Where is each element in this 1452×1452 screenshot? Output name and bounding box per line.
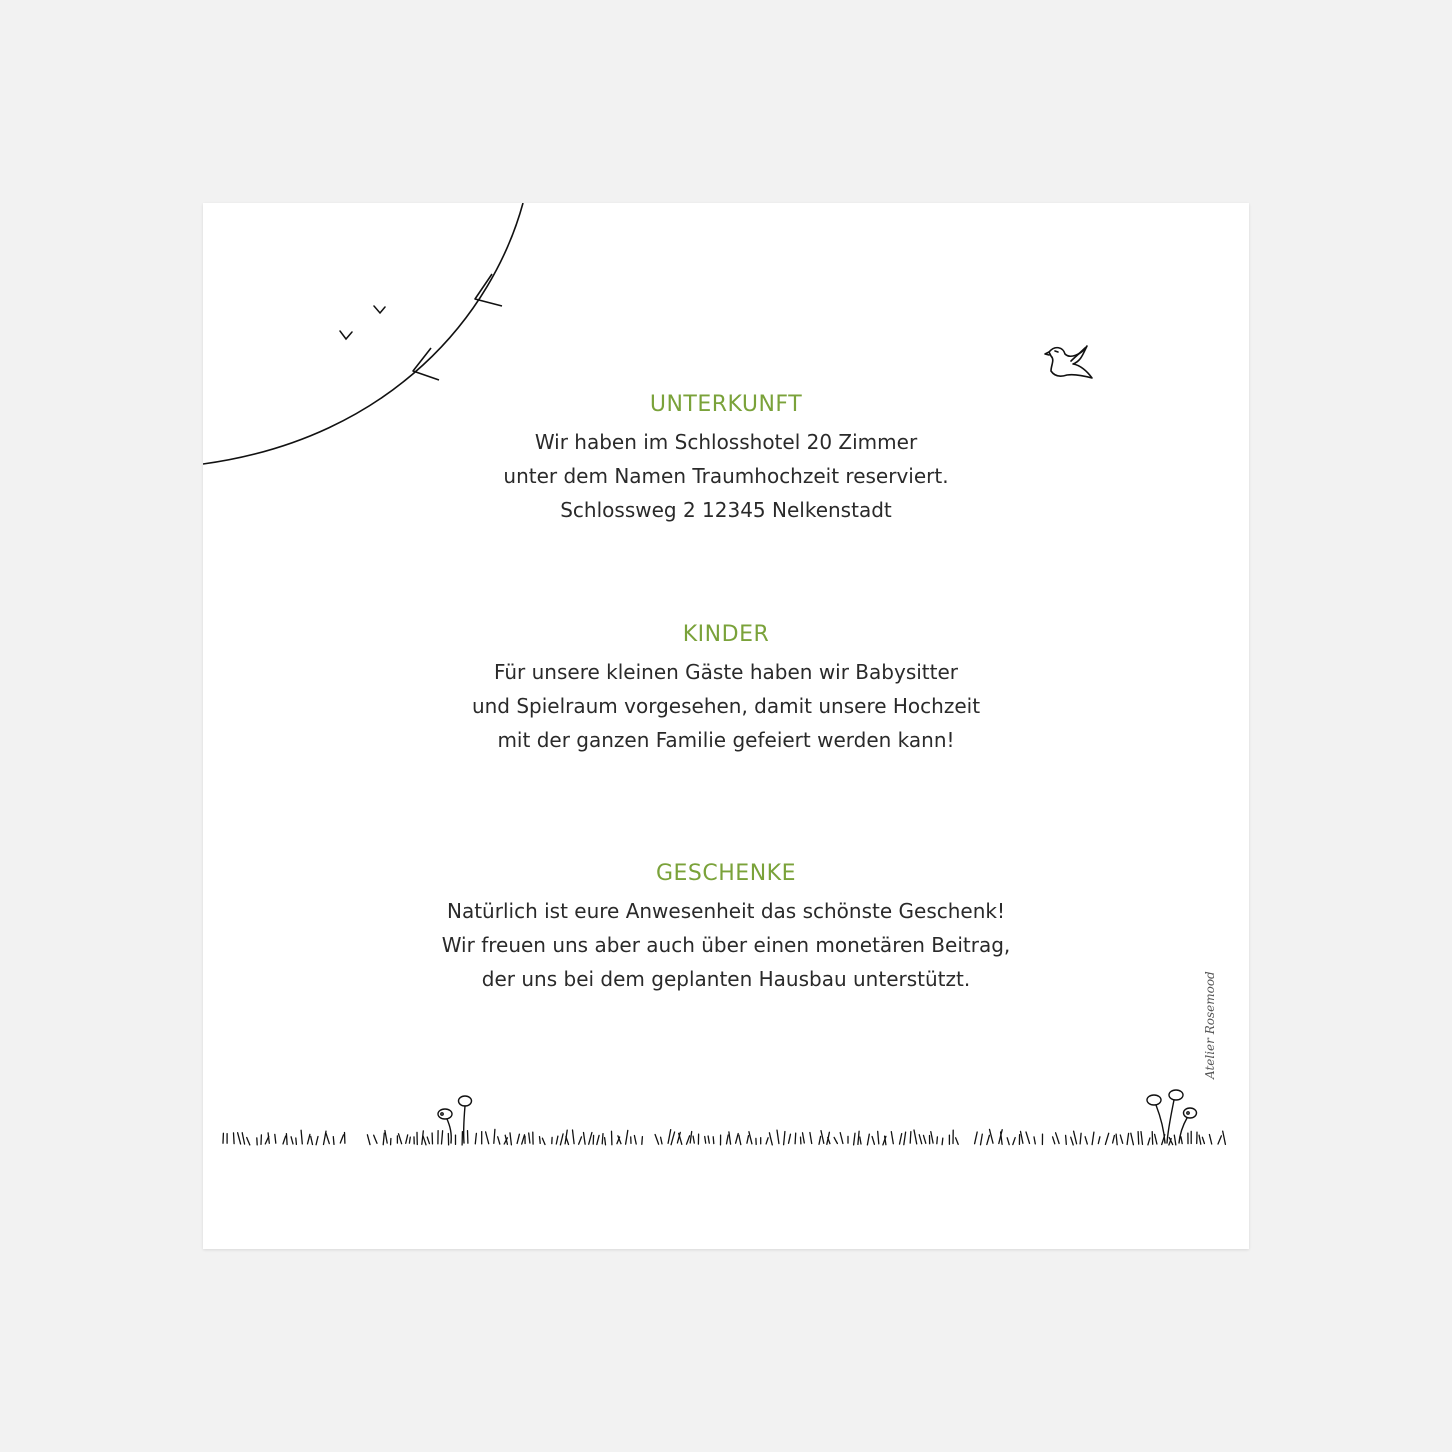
- grass-blade: [374, 1135, 377, 1143]
- grass-blade: [442, 1131, 443, 1144]
- grass-blade: [687, 1136, 690, 1144]
- grass-blade: [234, 1133, 235, 1144]
- grass-blade: [573, 1130, 575, 1144]
- flower-icon: [438, 1096, 472, 1143]
- grass-blade: [867, 1134, 869, 1145]
- grass-blade: [1026, 1132, 1030, 1143]
- grass-blade: [834, 1137, 837, 1143]
- grass-blade: [265, 1137, 268, 1144]
- grass-blade: [769, 1133, 772, 1145]
- grass-blade: [522, 1135, 525, 1144]
- grass-blade: [677, 1132, 680, 1143]
- grass-blade: [1223, 1131, 1226, 1144]
- grass-blade: [713, 1137, 714, 1144]
- section-text-line: Wir freuen uns aber auch über einen monetären Beitrag,: [441, 933, 1011, 957]
- grass-blade: [324, 1131, 327, 1144]
- grass-blade: [579, 1137, 582, 1144]
- grass-blade: [301, 1130, 302, 1144]
- grass-blade: [1021, 1131, 1023, 1143]
- section-text-line: unter dem Namen Traumhochzeit reserviert.: [503, 464, 949, 488]
- section-text-line: und Spielraum vorgesehen, damit unsere Hochzeit: [471, 694, 981, 718]
- grass-blade: [910, 1132, 911, 1144]
- grass-blade: [810, 1133, 812, 1144]
- grass-blade: [560, 1134, 563, 1145]
- grass-blade: [956, 1138, 959, 1145]
- grass-blade: [1053, 1137, 1055, 1144]
- grass-blade: [1056, 1133, 1060, 1144]
- grass-blade: [739, 1135, 741, 1144]
- grass-blade: [789, 1134, 791, 1143]
- section-text-line: mit der ganzen Familie gefeiert werden kann!: [497, 728, 955, 752]
- grass-blade: [803, 1133, 805, 1143]
- grass-blade: [1007, 1138, 1009, 1145]
- grass-blade: [1169, 1138, 1172, 1145]
- grass-blade: [729, 1132, 731, 1144]
- grass-blade: [981, 1134, 983, 1145]
- grass-blade: [900, 1134, 902, 1145]
- grass-blade: [1152, 1132, 1153, 1145]
- grass-blade: [1034, 1137, 1035, 1144]
- grass-blade: [854, 1133, 855, 1145]
- grass-blade: [1218, 1136, 1221, 1144]
- grass-blade: [1131, 1133, 1134, 1145]
- grass-blade: [367, 1135, 370, 1145]
- grass-blade: [1116, 1134, 1117, 1145]
- grass-blade: [268, 1133, 269, 1143]
- grass-blade: [642, 1137, 643, 1145]
- grass-blade: [919, 1135, 922, 1144]
- grass-blade: [693, 1136, 694, 1143]
- grass-blade: [494, 1129, 495, 1143]
- grass-blade: [828, 1138, 830, 1144]
- grass-blade: [626, 1130, 628, 1144]
- grass-blade: [690, 1132, 692, 1144]
- grass-blade: [990, 1129, 994, 1143]
- grass-blade: [1138, 1132, 1139, 1144]
- grass-blade: [1066, 1135, 1067, 1144]
- grass-blade: [975, 1132, 978, 1144]
- section-text-line: Wir haben im Schlosshotel 20 Zimmer: [534, 430, 918, 454]
- flower-icon: [1147, 1090, 1197, 1143]
- grass-blade: [333, 1137, 334, 1145]
- grass-blade: [942, 1138, 943, 1145]
- section-text-line: Schlossweg 2 12345 Nelkenstadt: [560, 498, 892, 522]
- grass-blade: [914, 1130, 917, 1144]
- grass-blade: [661, 1137, 662, 1144]
- grass-blade: [1080, 1133, 1081, 1144]
- grass-blade: [584, 1133, 586, 1145]
- grass-blade: [1202, 1137, 1204, 1143]
- designer-credit: Atelier Rosemood: [1203, 971, 1217, 1079]
- grass-blade: [931, 1132, 933, 1144]
- section-text-line: Für unsere kleinen Gäste haben wir Babysitter: [493, 660, 959, 684]
- grass-blade: [385, 1131, 387, 1144]
- grass-blade: [566, 1137, 569, 1145]
- grass-blade: [565, 1130, 567, 1144]
- grass-blade: [1148, 1138, 1150, 1145]
- grass-blade: [1209, 1135, 1211, 1145]
- grass-blade: [1181, 1137, 1182, 1144]
- grass-blade: [291, 1137, 293, 1144]
- grass-blade: [924, 1135, 926, 1143]
- grass-blade: [498, 1137, 500, 1144]
- grass-blade: [795, 1133, 796, 1144]
- grass-blade: [878, 1131, 879, 1143]
- grass-blade: [242, 1133, 244, 1144]
- grass-blade: [1085, 1137, 1087, 1144]
- grass-blade: [1001, 1132, 1003, 1144]
- grass-blade: [937, 1137, 938, 1144]
- section-heading: UNTERKUNFT: [649, 392, 803, 417]
- grass-blade: [679, 1133, 682, 1144]
- grass-blade: [708, 1136, 709, 1143]
- grass-blade: [540, 1137, 541, 1144]
- grass-blade: [858, 1131, 859, 1144]
- grass-blade: [885, 1136, 886, 1145]
- grass-blade: [517, 1134, 519, 1143]
- grass-blade: [486, 1132, 489, 1144]
- section-geschenke: [203, 860, 1249, 996]
- grass-blade: [602, 1134, 603, 1144]
- grass-blade: [1098, 1137, 1100, 1144]
- grass-blade: [542, 1138, 545, 1144]
- grass-blade: [406, 1135, 408, 1143]
- grass-blade: [308, 1134, 310, 1144]
- grass-blade: [1120, 1135, 1122, 1143]
- grass-blade: [556, 1136, 558, 1144]
- info-card: [203, 203, 1249, 1249]
- grass-blade: [634, 1136, 636, 1145]
- grass-blade: [529, 1133, 530, 1143]
- section-text-line: Natürlich ist eure Anwesenheit das schönste Geschenk!: [447, 899, 1005, 923]
- grass-blade: [747, 1136, 749, 1144]
- grass-blade: [326, 1133, 329, 1143]
- grass-blade: [504, 1138, 507, 1144]
- grass-blade: [422, 1131, 424, 1144]
- grass-blade: [1013, 1138, 1015, 1145]
- grass-blade: [999, 1130, 1002, 1144]
- grass-blade: [821, 1131, 824, 1144]
- section-heading: GESCHENKE: [655, 861, 796, 886]
- grass-blade: [617, 1137, 620, 1144]
- grass-blade: [819, 1136, 821, 1144]
- grass-blade: [340, 1135, 343, 1143]
- grass-blade: [1105, 1133, 1108, 1144]
- grass-blade: [1092, 1132, 1094, 1144]
- grass-blade: [904, 1132, 906, 1145]
- grass-blade: [283, 1136, 286, 1144]
- grass-blade: [505, 1135, 507, 1144]
- grass-blade: [1074, 1131, 1077, 1144]
- grass-blade: [777, 1130, 779, 1143]
- grass-blade: [589, 1133, 592, 1145]
- grass-blade: [1162, 1135, 1165, 1145]
- grass-blade: [409, 1137, 410, 1143]
- grass-blade: [671, 1132, 675, 1145]
- grass-blade: [1169, 1139, 1171, 1145]
- birds-icon: [340, 306, 385, 339]
- grass-blade: [872, 1137, 874, 1145]
- grass-blade: [275, 1134, 276, 1143]
- grass-blade: [427, 1137, 429, 1144]
- grass-blade: [705, 1137, 706, 1144]
- dove-icon: [1045, 346, 1092, 378]
- grass-blade: [286, 1134, 287, 1145]
- grass-blade: [736, 1134, 739, 1144]
- grass-blade: [475, 1133, 476, 1143]
- grass-blade: [1141, 1132, 1143, 1145]
- grass-blade: [247, 1138, 250, 1145]
- section-heading: KINDER: [682, 622, 770, 647]
- grass-blade: [1071, 1137, 1074, 1145]
- grass-blade: [1155, 1134, 1157, 1144]
- grass-blade: [311, 1136, 313, 1144]
- section-kinder: [203, 621, 1249, 757]
- grass-blade: [1127, 1133, 1129, 1144]
- grass-blade: [784, 1132, 785, 1145]
- grass-blade: [766, 1138, 768, 1144]
- grass-blade: [296, 1138, 297, 1144]
- grass-border: [223, 1129, 1225, 1145]
- grass-blade: [883, 1136, 886, 1145]
- grass-blade: [1199, 1135, 1201, 1144]
- grass-blade: [727, 1135, 729, 1144]
- grass-blade: [891, 1132, 893, 1144]
- grass-blade: [316, 1137, 318, 1145]
- grass-blade: [987, 1135, 990, 1144]
- grass-blade: [605, 1138, 606, 1145]
- grass-blade: [860, 1137, 861, 1144]
- section-text-line: der uns bei dem geplanten Hausbau unterstützt.: [481, 967, 971, 991]
- grass-blade: [840, 1133, 843, 1144]
- grass-blade: [668, 1130, 671, 1144]
- grass-blade: [1113, 1136, 1115, 1144]
- section-unterkunft: [203, 391, 1249, 527]
- grass-blade: [618, 1136, 621, 1144]
- grass-blade: [827, 1132, 830, 1144]
- grass-blade: [655, 1135, 659, 1145]
- grass-blade: [423, 1136, 426, 1145]
- grass-blade: [383, 1133, 384, 1145]
- grass-blade: [1174, 1135, 1176, 1145]
- grass-blade: [399, 1134, 402, 1144]
- grass-blade: [597, 1135, 599, 1144]
- grass-blade: [238, 1133, 241, 1144]
- grass-blade: [510, 1133, 511, 1145]
- grass-blade: [749, 1132, 752, 1144]
